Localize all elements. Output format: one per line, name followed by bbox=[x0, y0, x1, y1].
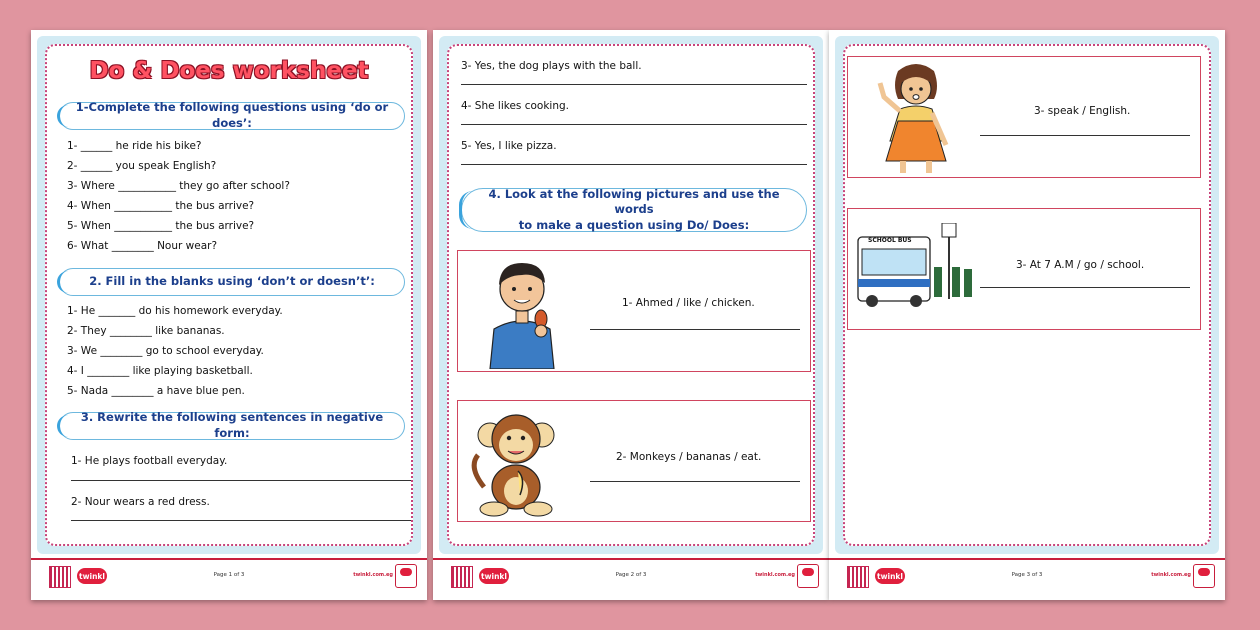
answer-line bbox=[461, 164, 807, 165]
footer-rule bbox=[31, 558, 427, 560]
site-url: twinkl.com.eg bbox=[755, 572, 795, 578]
question-item: 4- I ________ like playing basketball. bbox=[67, 365, 253, 377]
badge-icon bbox=[395, 564, 417, 588]
answer-line bbox=[980, 135, 1190, 136]
question-item: 5- When ___________ the bus arrive? bbox=[67, 220, 255, 232]
page-frame bbox=[835, 36, 1219, 554]
section-1-heading: 1-Complete the following questions using ‘do or does’: bbox=[59, 102, 405, 130]
monkey-icon bbox=[468, 407, 564, 517]
question-item: 1- He _______ do his homework everyday. bbox=[67, 305, 283, 317]
answer-line bbox=[461, 124, 807, 125]
question-item: 4- When ___________ the bus arrive? bbox=[67, 200, 255, 212]
worksheet-title: Do & Does worksheet bbox=[89, 58, 369, 84]
section-4-heading bbox=[461, 188, 807, 232]
school-bus-icon bbox=[856, 223, 974, 309]
boy-eating-icon bbox=[486, 255, 558, 369]
question-item: 2- Nour wears a red dress. bbox=[71, 496, 210, 508]
answer-line bbox=[71, 520, 411, 521]
answer-line bbox=[461, 84, 807, 85]
question-item: 3- We ________ go to school everyday. bbox=[67, 345, 264, 357]
page-frame bbox=[439, 36, 823, 554]
page-number: Page 3 of 3 bbox=[1011, 572, 1043, 578]
badge-icon bbox=[797, 564, 819, 588]
bus-sign: SCHOOL BUS bbox=[868, 237, 912, 244]
page-content bbox=[843, 44, 1211, 546]
question-item: 4- She likes cooking. bbox=[461, 100, 570, 112]
site-url: twinkl.com.eg bbox=[1151, 572, 1191, 578]
question-item: 2- ______ you speak English? bbox=[67, 160, 217, 172]
picture-question-box bbox=[457, 250, 811, 372]
section-3-heading: 3. Rewrite the following sentences in negative form: bbox=[59, 412, 405, 440]
page-content bbox=[447, 44, 815, 546]
twinkl-logo: twinkl bbox=[77, 568, 107, 584]
question-item: 5- Yes, I like pizza. bbox=[461, 140, 557, 152]
worksheet-page-3 bbox=[829, 30, 1225, 600]
page-footer bbox=[31, 558, 427, 600]
section-4-heading-line-1: 4. Look at the following pictures and use the words bbox=[488, 186, 780, 217]
section-4-heading-line-2: to make a question using Do/ Does: bbox=[518, 217, 750, 232]
question-item: 3- Yes, the dog plays with the ball. bbox=[461, 60, 642, 72]
badge-icon bbox=[1193, 564, 1215, 588]
prompt-text: 3- speak / English. bbox=[1034, 105, 1131, 117]
page-frame bbox=[37, 36, 421, 554]
question-item: 2- They ________ like bananas. bbox=[67, 325, 225, 337]
picture-question-box bbox=[457, 400, 811, 522]
question-item: 3- Where ___________ they go after school? bbox=[67, 180, 290, 192]
answer-line bbox=[980, 287, 1190, 288]
prompt-text: 1- Ahmed / like / chicken. bbox=[622, 297, 755, 309]
prompt-text: 3- At 7 A.M / go / school. bbox=[1016, 259, 1145, 271]
site-url: twinkl.com.eg bbox=[353, 572, 393, 578]
worksheet-page-2 bbox=[433, 30, 829, 600]
page-number: Page 2 of 3 bbox=[615, 572, 647, 578]
question-item: 5- Nada ________ a have blue pen. bbox=[67, 385, 245, 397]
footer-rule bbox=[433, 558, 829, 560]
page-footer bbox=[829, 558, 1225, 600]
girl-speaking-icon bbox=[876, 61, 956, 177]
prompt-text: 2- Monkeys / bananas / eat. bbox=[616, 451, 762, 463]
page-footer bbox=[433, 558, 829, 600]
page-number: Page 1 of 3 bbox=[213, 572, 245, 578]
answer-line bbox=[71, 480, 411, 481]
page-content bbox=[45, 44, 413, 546]
worksheet-page-1 bbox=[31, 30, 427, 600]
picture-question-box bbox=[847, 208, 1201, 330]
footer-rule bbox=[829, 558, 1225, 560]
section-2-heading: 2. Fill in the blanks using ‘don’t or doesn’t’: bbox=[59, 268, 405, 296]
question-item: 1- ______ he ride his bike? bbox=[67, 140, 202, 152]
twinkl-logo: twinkl bbox=[479, 568, 509, 584]
answer-line bbox=[590, 329, 800, 330]
question-item: 1- He plays football everyday. bbox=[71, 455, 228, 467]
question-item: 6- What ________ Nour wear? bbox=[67, 240, 218, 252]
answer-line bbox=[590, 481, 800, 482]
twinkl-logo: twinkl bbox=[875, 568, 905, 584]
picture-question-box bbox=[847, 56, 1201, 178]
